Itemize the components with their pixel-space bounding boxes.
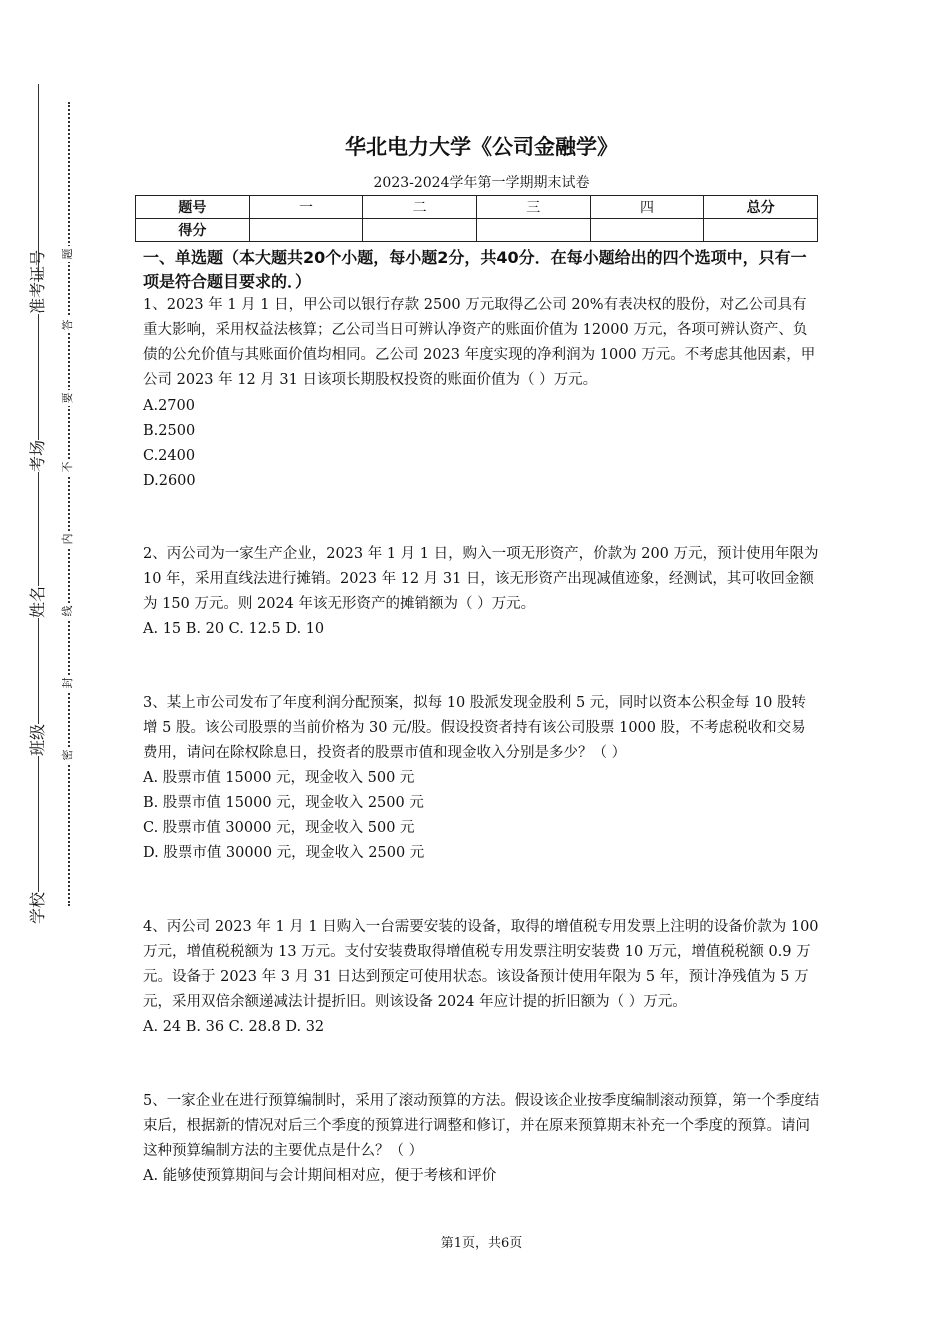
score-blank-cell[interactable] xyxy=(249,219,363,242)
margin-label-exam-number: 准考证号 xyxy=(28,249,47,314)
question-2 xyxy=(143,542,820,642)
seal-char: 答 xyxy=(62,317,74,333)
section-heading: 一、单选题（本大题共20个小题，每小题2分，共40分．在每小题给出的四个选项中，只有一项是符合题目要求的．） xyxy=(143,248,807,291)
question-option: C. 股票市值 30000 元，现金收入 500 元 xyxy=(143,820,415,836)
seal-char: 不 xyxy=(62,459,74,475)
binding-solid-line xyxy=(38,84,39,924)
question-stem: 1、2023 年 1 月 1 日，甲公司以银行存款 2500 万元取得乙公司 20%有表决权的股份，对乙公司具有重大影响，采用权益法核算；乙公司当日可辨认净资产的账面价值为 12000 万元，各项可辨认资产、负债的公允价值与其账面价值均相同。乙公司 2023 年度实现的净利润为 1000 万元。不考虑其他因素，甲公司 2023 年 12 月 31 日该项长期股权投资的账面价值为（ ）万元。 xyxy=(143,297,816,388)
margin-label-exam-room: 考场 xyxy=(28,439,47,472)
question-option: A. 15 B. 20 C. 12.5 D. 10 xyxy=(143,621,325,637)
question-5 xyxy=(143,1089,820,1189)
seal-char: 封 xyxy=(62,675,74,691)
exam-title: 华北电力大学《公司金融学》 xyxy=(345,135,618,159)
question-option: D. 股票市值 30000 元，现金收入 2500 元 xyxy=(143,845,425,861)
score-table-header-row xyxy=(136,196,818,219)
question-option: A. 24 B. 36 C. 28.8 D. 32 xyxy=(143,1019,325,1035)
margin-label-class: 班级 xyxy=(28,723,47,756)
seal-char: 要 xyxy=(62,390,74,406)
question-option: A. 股票市值 15000 元，现金收入 500 元 xyxy=(143,770,415,786)
score-header-cell: 总分 xyxy=(704,196,818,219)
question-stem: 2、丙公司为一家生产企业，2023 年 1 月 1 日，购入一项无形资产，价款为 200 万元，预计使用年限为 10 年，采用直线法进行摊销。2023 年 12 月 31 日，该无形资产出现减值迹象，经测试，其可收回金额为 150 万元。则 2024 年该无形资产的摊销额为（ ）万元。 xyxy=(143,546,819,612)
question-stem: 5、一家企业在进行预算编制时，采用了滚动预算的方法。假设该企业按季度编制滚动预算，第一个季度结束后，根据新的情况对后三个季度的预算进行调整和修订，并在原来预算期末补充一个季度的预算。请问这种预算编制方法的主要优点是什么？（ ） xyxy=(143,1093,820,1159)
seal-char: 密 xyxy=(62,747,74,763)
score-table-score-row xyxy=(136,219,818,242)
seal-char: 内 xyxy=(62,531,74,547)
question-option: A. 能够使预算期间与会计期间相对应，便于考核和评价 xyxy=(143,1168,497,1184)
score-header-cell: 一 xyxy=(249,196,363,219)
page-footer: 第1页，共6页 xyxy=(440,1236,523,1251)
score-blank-cell[interactable] xyxy=(704,219,818,242)
seal-dotted-line xyxy=(68,102,70,906)
question-stem: 3、某上市公司发布了年度利润分配预案，拟每 10 股派发现金股利 5 元，同时以资本公积金每 10 股转增 5 股。该公司股票的当前价格为 30 元/股。假设投资者持有该公司股票 1000 股，不考虑税收和交易费用，请问在除权除息日，投资者的股票市值和现金收入分别是多少？（ ） xyxy=(143,695,807,761)
question-stem: 4、丙公司 2023 年 1 月 1 日购入一台需要安装的设备，取得的增值税专用发票上注明的设备价款为 100 万元，增值税税额为 13 万元。支付安装费取得增值税专用发票注明安装费 10 万元，增值税税额 0.9 万元。设备于 2023 年 3 月 31 日达到预定可使用状态。该设备预计使用年限为 5 年，预计净残值为 5 万元，采用双倍余额递减法计提折旧。则该设备 2024 年应计提的折旧额为（ ）万元。 xyxy=(143,919,819,1010)
margin-label-school: 学校 xyxy=(28,891,47,924)
score-blank-cell[interactable] xyxy=(590,219,704,242)
score-header-cell: 三 xyxy=(476,196,590,219)
score-blank-cell[interactable] xyxy=(476,219,590,242)
score-row-label: 得分 xyxy=(136,219,250,242)
question-option: A.2700 xyxy=(143,398,195,414)
question-3 xyxy=(143,691,820,866)
seal-char: 线 xyxy=(62,603,74,619)
question-option: C.2400 xyxy=(143,448,196,464)
exam-subtitle: 2023-2024学年第一学期期末试卷 xyxy=(373,175,590,191)
score-header-cell: 题号 xyxy=(136,196,250,219)
question-4 xyxy=(143,915,820,1040)
question-1 xyxy=(143,293,820,494)
seal-char: 题 xyxy=(62,246,74,262)
question-option: B. 股票市值 15000 元，现金收入 2500 元 xyxy=(143,795,424,811)
score-blank-cell[interactable] xyxy=(363,219,477,242)
score-header-cell: 四 xyxy=(590,196,704,219)
question-option: D.2600 xyxy=(143,473,196,489)
margin-label-name: 姓名 xyxy=(28,585,47,618)
question-option: B.2500 xyxy=(143,423,196,439)
score-header-cell: 二 xyxy=(363,196,477,219)
binding-margin xyxy=(0,0,100,1344)
score-table xyxy=(135,195,818,242)
